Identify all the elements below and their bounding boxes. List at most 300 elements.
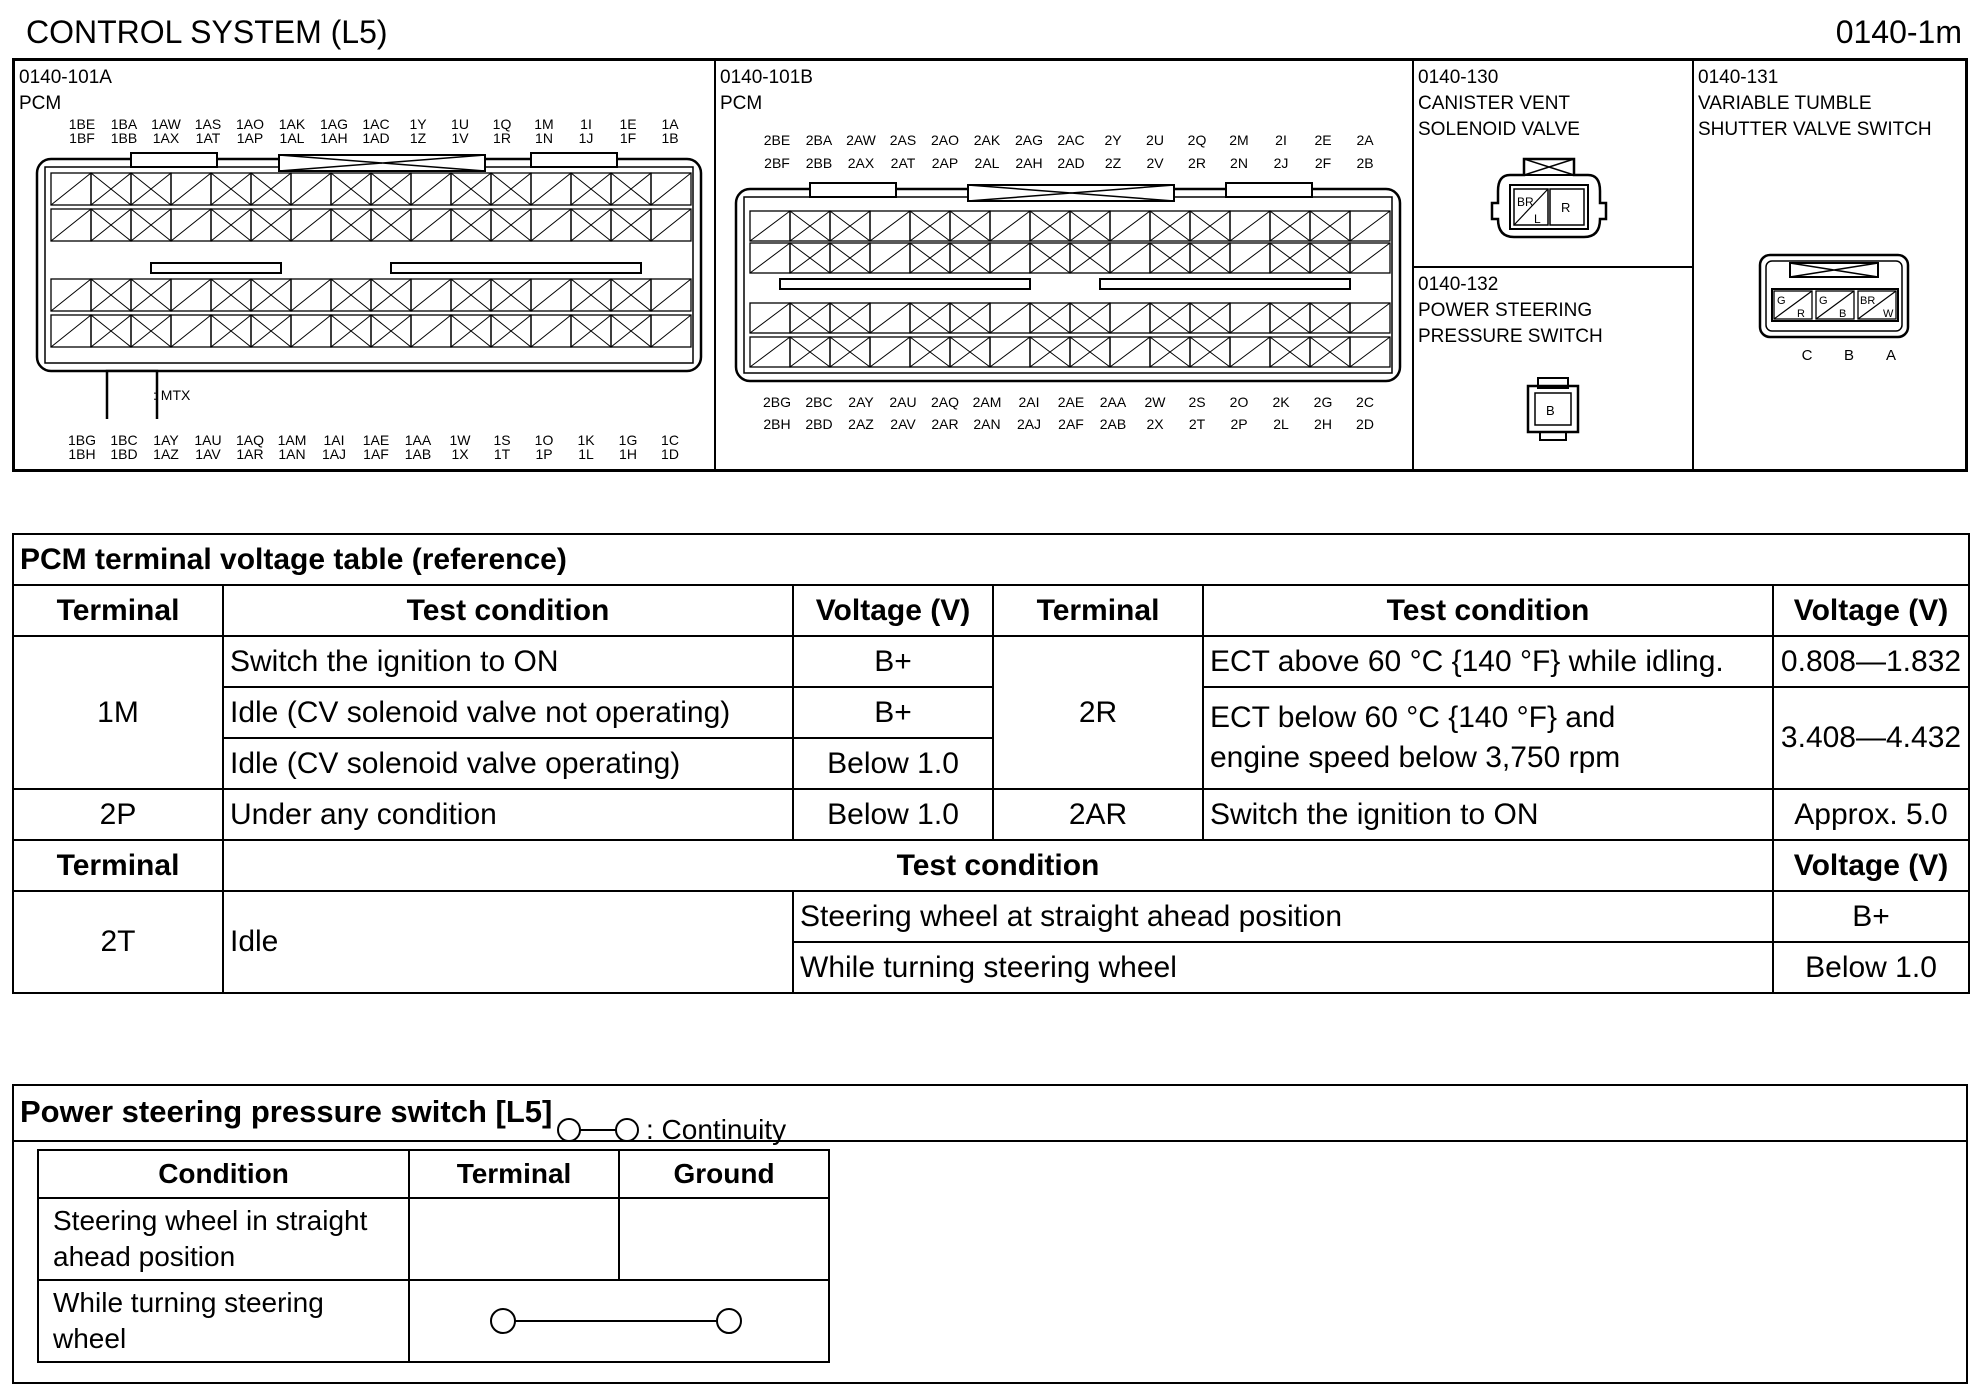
pin-label: 1BF	[69, 130, 95, 146]
connector-131-label: 0140-131 VARIABLE TUMBLE SHUTTER VALVE SWITCH	[1698, 67, 1932, 140]
pin-cavity-mark	[990, 211, 1030, 241]
pin-label: 1N	[535, 130, 553, 146]
pin-label: B	[1843, 347, 1854, 364]
pin-label: 2K	[1272, 394, 1290, 410]
pin-cavity-mark	[1350, 211, 1390, 241]
pin-label: 2AU	[889, 394, 917, 410]
svg-text:BR: BR	[1860, 295, 1876, 307]
connector-132-diagram	[1520, 376, 1590, 446]
pin-cavity-mark	[91, 173, 131, 205]
pin-label: 2A	[1356, 132, 1374, 148]
pin-label: 1V	[451, 130, 469, 146]
pin-label: 2I	[1275, 132, 1287, 148]
page-title: CONTROL SYSTEM (L5)	[26, 14, 388, 50]
pin-label: 1P	[535, 446, 553, 462]
pin-label: 2N	[1230, 155, 1248, 171]
condition-cell: Idle	[223, 891, 793, 993]
condition-cell: Idle (CV solenoid valve operating)	[223, 738, 793, 789]
pin-label: 1AR	[236, 446, 264, 462]
voltage-cell: B+	[793, 687, 993, 738]
pin-cavity-mark	[1310, 337, 1350, 367]
header-test-condition: Test condition	[223, 585, 793, 636]
pin-cavity-mark	[291, 173, 331, 205]
pin-cavity-mark	[1030, 337, 1070, 367]
pin-label: 1A	[661, 116, 679, 132]
pin-cavity-mark	[870, 211, 910, 241]
pin-label: 2M	[1229, 132, 1249, 148]
connector-131-pins	[1786, 348, 1912, 363]
pin-cavity-mark	[1070, 211, 1110, 241]
pin-cavity-mark	[211, 209, 251, 241]
pin-cavity-mark	[371, 315, 411, 347]
pin-label: 1Z	[409, 130, 427, 146]
pin-cavity-mark	[251, 173, 291, 205]
pin-label: 1AV	[195, 446, 221, 462]
pin-label: 1R	[493, 130, 511, 146]
pin-label: 2BF	[764, 155, 790, 171]
pin-cavity-mark	[131, 209, 171, 241]
pin-cavity-mark	[830, 211, 870, 241]
pin-label: 2AV	[890, 416, 916, 432]
pin-label: 1BD	[110, 446, 138, 462]
pin-label: 2AH	[1015, 155, 1043, 171]
pin-cavity-mark	[331, 173, 371, 205]
pin-label: 1BB	[110, 130, 138, 146]
pin-cavity-mark	[331, 315, 371, 347]
pin-cavity-mark	[291, 315, 331, 347]
pin-label: 1AF	[363, 446, 389, 462]
pin-label: 2S	[1188, 394, 1206, 410]
pin-cavity-mark	[451, 315, 491, 347]
pin-cavity-mark	[331, 209, 371, 241]
pin-cavity-mark	[651, 315, 691, 347]
terminal-cell	[409, 1198, 619, 1280]
pin-label: 2L	[1273, 416, 1289, 432]
pin-cavity-mark	[291, 279, 331, 311]
pin-cavity-mark	[830, 303, 870, 333]
pin-cavity-mark	[1110, 211, 1150, 241]
connector-131-diagram	[1752, 251, 1912, 341]
pin-label: 1F	[619, 130, 637, 146]
pin-label: 1J	[578, 130, 594, 146]
svg-text:W: W	[1883, 308, 1894, 320]
pin-cavity-mark	[171, 209, 211, 241]
svg-text:BR: BR	[1517, 195, 1534, 209]
header-terminal: Terminal	[409, 1150, 619, 1198]
pin-label: 2C	[1356, 394, 1374, 410]
pin-cavity-mark	[571, 173, 611, 205]
pin-cavity-mark	[251, 209, 291, 241]
pin-cavity-mark	[571, 209, 611, 241]
voltage-cell: B+	[1773, 891, 1969, 942]
pin-cavity-mark	[51, 279, 91, 311]
pin-label: 2BG	[762, 394, 791, 410]
pin-cavity-mark	[910, 211, 950, 241]
pin-label: 1AO	[235, 116, 264, 132]
pin-label: 2BC	[805, 394, 833, 410]
pin-cavity-mark	[790, 211, 830, 241]
connector-101b-label: 0140-101B PCM	[720, 67, 813, 114]
pin-cavity-mark	[411, 173, 451, 205]
pin-label: 2T	[1188, 416, 1206, 432]
pin-label: 1BC	[110, 432, 138, 448]
pin-cavity-mark	[870, 337, 910, 367]
pin-cavity-mark	[830, 337, 870, 367]
pin-cavity-mark	[491, 315, 531, 347]
pin-label: 1AA	[404, 432, 432, 448]
connector-101a	[15, 61, 716, 469]
pin-cavity-mark	[331, 279, 371, 311]
connector-130-label: 0140-130 CANISTER VENT SOLENOID VALVE	[1418, 67, 1580, 140]
continuity-cell	[409, 1280, 829, 1362]
continuity-legend	[556, 1114, 786, 1146]
pin-cavity-mark	[651, 279, 691, 311]
pin-cavity-mark	[171, 315, 211, 347]
pin-label: 2AA	[1099, 394, 1127, 410]
condition-cell: Under any condition	[223, 789, 793, 840]
pin-label: 2AN	[973, 416, 1001, 432]
continuity-legend-text: : Continuity	[646, 1114, 787, 1145]
pin-cavity-mark	[611, 173, 651, 205]
svg-text:B: B	[1839, 308, 1847, 320]
pin-label: 1AJ	[321, 446, 347, 462]
pin-label: 2AE	[1057, 394, 1085, 410]
svg-text:R: R	[1797, 308, 1805, 320]
terminal-cell: 2P	[13, 789, 223, 840]
pin-cavity-mark	[1150, 303, 1190, 333]
voltage-cell: 0.808—1.832	[1773, 636, 1969, 687]
pin-label: 1AB	[404, 446, 432, 462]
pin-label: 2BD	[805, 416, 833, 432]
pin-cavity-mark	[950, 211, 990, 241]
pin-cavity-mark	[1230, 337, 1270, 367]
pin-label: 2F	[1314, 155, 1332, 171]
svg-text:L: L	[1534, 212, 1541, 226]
pin-label: 2H	[1314, 416, 1332, 432]
connector-101b-bottom-pins-upper	[756, 395, 1386, 410]
pin-label: 1C	[661, 432, 679, 448]
pin-cavity-mark	[531, 209, 571, 241]
pin-label: 2E	[1314, 132, 1332, 148]
pin-cavity-mark	[1110, 337, 1150, 367]
pin-cavity-mark	[371, 173, 411, 205]
condition-line: engine speed below 3,750 rpm	[1210, 741, 1621, 774]
pin-cavity-mark	[910, 337, 950, 367]
pin-cavity-mark	[1070, 303, 1110, 333]
pin-label: 1E	[619, 116, 637, 132]
header-voltage: Voltage (V)	[1773, 840, 1969, 891]
pin-label: 1B	[661, 130, 679, 146]
pin-cavity-mark	[870, 303, 910, 333]
divider	[14, 1140, 1966, 1142]
pin-label: 1AY	[153, 432, 179, 448]
pin-cavity-mark	[1270, 337, 1310, 367]
pin-cavity-mark	[1230, 243, 1270, 273]
pin-cavity-mark	[750, 303, 790, 333]
pin-label: 1D	[661, 446, 679, 462]
pin-cavity-mark	[211, 315, 251, 347]
pin-cavity-mark	[411, 209, 451, 241]
pin-label: 2AJ	[1016, 416, 1042, 432]
pin-cavity-mark	[790, 337, 830, 367]
pin-cavity-mark	[750, 337, 790, 367]
pin-label: 1AX	[152, 130, 180, 146]
header-terminal: Terminal	[13, 840, 223, 891]
header-test-condition: Test condition	[1203, 585, 1773, 636]
pin-label: 1BE	[68, 116, 96, 132]
pin-cavity-mark	[51, 315, 91, 347]
pin-cavity-mark	[1070, 337, 1110, 367]
pin-cavity-mark	[251, 315, 291, 347]
condition-cell	[38, 1198, 409, 1280]
pin-label: 2AC	[1057, 132, 1085, 148]
pin-label: 2BA	[805, 132, 833, 148]
pin-cavity-mark	[990, 243, 1030, 273]
terminal-cell: 1M	[13, 636, 223, 789]
connector-101a-bottom-pins-lower	[61, 447, 691, 462]
pin-label: 2AT	[890, 155, 916, 171]
pin-cavity-mark	[131, 315, 171, 347]
pin-cavity-mark	[910, 243, 950, 273]
voltage-table-title: PCM terminal voltage table (reference)	[13, 534, 1969, 585]
pin-label: 1Y	[409, 116, 427, 132]
pin-cavity-mark	[451, 279, 491, 311]
pin-label: 1S	[493, 432, 511, 448]
connector-101a-diagram	[31, 149, 711, 419]
pin-cavity-mark	[491, 279, 531, 311]
pin-label: 1O	[534, 432, 554, 448]
pin-label: A	[1885, 347, 1896, 364]
pin-cavity-mark	[411, 315, 451, 347]
ps-switch-title: Power steering pressure switch [L5]	[20, 1094, 553, 1129]
pin-label: 2AY	[848, 394, 874, 410]
pin-label: 1AK	[278, 116, 306, 132]
condition-cell: Switch the ignition to ON	[223, 636, 793, 687]
pin-cavity-mark	[131, 173, 171, 205]
pin-label: 1AD	[362, 130, 390, 146]
pin-cavity-mark	[950, 303, 990, 333]
svg-text:G: G	[1819, 295, 1828, 307]
pin-cavity-mark	[531, 173, 571, 205]
pin-label: 1H	[619, 446, 637, 462]
pin-label: 2AW	[846, 132, 876, 148]
pin-cavity-mark	[1310, 243, 1350, 273]
pin-label: 1G	[618, 432, 638, 448]
pin-label: 1AT	[195, 130, 221, 146]
condition-cell: Switch the ignition to ON	[1203, 789, 1773, 840]
header-voltage: Voltage (V)	[1773, 585, 1969, 636]
pin-cavity-mark	[491, 209, 531, 241]
pin-label: 1AZ	[153, 446, 179, 462]
pin-cavity-mark	[750, 243, 790, 273]
pcm-voltage-table	[12, 533, 1970, 994]
pin-cavity-mark	[1150, 243, 1190, 273]
voltage-cell: Below 1.0	[1773, 942, 1969, 993]
pin-label: 1X	[451, 446, 469, 462]
connector-132-label: 0140-132 POWER STEERING PRESSURE SWITCH	[1418, 274, 1603, 347]
pin-label: 2Z	[1104, 155, 1122, 171]
pin-label: 1AI	[323, 432, 345, 448]
terminal-cell: 2R	[993, 636, 1203, 789]
pin-cavity-mark	[1310, 211, 1350, 241]
pin-cavity-mark	[950, 243, 990, 273]
svg-text:B: B	[1546, 403, 1555, 418]
condition-cell: ECT above 60 °C {140 °F} while idling.	[1203, 636, 1773, 687]
pin-label: 1BH	[68, 446, 96, 462]
pin-label: 2G	[1313, 394, 1333, 410]
pin-label: 1L	[578, 446, 594, 462]
pin-cavity-mark	[371, 279, 411, 311]
pin-cavity-mark	[1190, 211, 1230, 241]
pin-cavity-mark	[211, 173, 251, 205]
pin-cavity-mark	[531, 315, 571, 347]
pin-label: 2B	[1356, 155, 1374, 171]
continuity-connection-icon	[411, 1301, 827, 1341]
pin-label: 1W	[449, 432, 471, 448]
pin-label: 2V	[1146, 155, 1164, 171]
pin-cavity-mark	[571, 279, 611, 311]
pin-label: 2AD	[1057, 155, 1085, 171]
pin-cavity-mark	[51, 209, 91, 241]
pin-cavity-mark	[910, 303, 950, 333]
pin-cavity-mark	[251, 279, 291, 311]
header-terminal: Terminal	[993, 585, 1203, 636]
connector-131	[1694, 61, 1971, 469]
pin-label: 1M	[534, 116, 554, 132]
pin-label: 2AG	[1014, 132, 1043, 148]
condition-line: ECT below 60 °C {140 °F} and	[1210, 701, 1616, 734]
pin-label: 1AG	[319, 116, 348, 132]
pin-label: 2U	[1146, 132, 1164, 148]
connector-130-diagram	[1484, 151, 1614, 251]
pin-label: 2AM	[972, 394, 1002, 410]
pin-label: C	[1801, 347, 1813, 364]
pin-label: 2BH	[763, 416, 791, 432]
pin-cavity-mark	[611, 315, 651, 347]
pin-label: 2P	[1230, 416, 1248, 432]
pin-label: 1AW	[151, 116, 181, 132]
mtx-label: : MTX	[153, 387, 191, 403]
pin-label: 2AB	[1099, 416, 1127, 432]
condition-cell	[38, 1280, 409, 1362]
pin-label: 1AM	[277, 432, 307, 448]
svg-text:R: R	[1561, 200, 1571, 215]
pin-label: 1U	[451, 116, 469, 132]
header-condition: Condition	[38, 1150, 409, 1198]
pin-label: 2Y	[1104, 132, 1122, 148]
pin-cavity-mark	[491, 173, 531, 205]
pin-cavity-mark	[651, 173, 691, 205]
pin-cavity-mark	[1110, 243, 1150, 273]
pin-cavity-mark	[171, 279, 211, 311]
pin-label: 2O	[1229, 394, 1249, 410]
pin-cavity-mark	[411, 279, 451, 311]
terminal-cell: 2AR	[993, 789, 1203, 840]
voltage-cell: B+	[793, 636, 993, 687]
pin-label: 2W	[1144, 394, 1166, 410]
pin-label: 2BB	[805, 155, 833, 171]
connector-panel	[12, 58, 1968, 472]
connector-101a-label: 0140-101A PCM	[19, 67, 112, 114]
pin-cavity-mark	[830, 243, 870, 273]
pin-label: 1BG	[67, 432, 96, 448]
header-test-condition: Test condition	[223, 840, 1773, 891]
pin-cavity-mark	[790, 303, 830, 333]
pin-cavity-mark	[1030, 211, 1070, 241]
pin-cavity-mark	[1310, 303, 1350, 333]
pin-cavity-mark	[91, 279, 131, 311]
connector-130	[1414, 61, 1694, 268]
pin-cavity-mark	[1270, 211, 1310, 241]
connector-101b-diagram	[730, 179, 1410, 389]
pin-cavity-mark	[790, 243, 830, 273]
pin-label: 2AK	[973, 132, 1001, 148]
pin-cavity-mark	[371, 209, 411, 241]
pin-label: 2AI	[1018, 394, 1040, 410]
voltage-cell: Below 1.0	[793, 789, 993, 840]
condition-line: wheel	[53, 1323, 127, 1354]
pin-cavity-mark	[51, 173, 91, 205]
pin-cavity-mark	[1190, 303, 1230, 333]
pin-cavity-mark	[950, 337, 990, 367]
condition-cell: Steering wheel at straight ahead position	[793, 891, 1773, 942]
pin-cavity-mark	[870, 243, 910, 273]
pin-cavity-mark	[750, 211, 790, 241]
pin-label: 1AN	[278, 446, 306, 462]
pin-cavity-mark	[1070, 243, 1110, 273]
pin-cavity-mark	[1350, 243, 1390, 273]
pin-label: 2AL	[974, 155, 1000, 171]
pin-label: 1K	[577, 432, 595, 448]
connector-101b-bottom-pins-lower	[756, 417, 1386, 432]
pin-label: 1AP	[236, 130, 264, 146]
pin-label: 1AH	[320, 130, 348, 146]
header-terminal: Terminal	[13, 585, 223, 636]
pin-label: 1AS	[194, 116, 222, 132]
pin-cavity-mark	[990, 337, 1030, 367]
pin-cavity-mark	[1030, 243, 1070, 273]
header-voltage: Voltage (V)	[793, 585, 993, 636]
pin-cavity-mark	[211, 279, 251, 311]
pin-cavity-mark	[571, 315, 611, 347]
svg-text:G: G	[1777, 295, 1786, 307]
pin-label: 1AE	[362, 432, 390, 448]
condition-line: ahead position	[53, 1241, 236, 1272]
pin-label: 2AO	[930, 132, 959, 148]
pin-label: 1AL	[279, 130, 305, 146]
pin-label: 2AX	[847, 155, 875, 171]
condition-cell	[1203, 687, 1773, 789]
pin-cavity-mark	[1150, 337, 1190, 367]
pin-label: 2AR	[931, 416, 959, 432]
pin-cavity-mark	[131, 279, 171, 311]
pin-label: 2R	[1188, 155, 1206, 171]
pin-label: 1AU	[194, 432, 222, 448]
connector-132	[1414, 268, 1694, 469]
terminal-cell: 2T	[13, 891, 223, 993]
pin-label: 2X	[1146, 416, 1164, 432]
pin-cavity-mark	[91, 315, 131, 347]
continuity-table	[37, 1149, 830, 1363]
connector-101b	[716, 61, 1414, 469]
pin-cavity-mark	[1230, 211, 1270, 241]
pin-cavity-mark	[1350, 337, 1390, 367]
connector-101b-top-pins-upper	[756, 133, 1386, 148]
condition-cell: Idle (CV solenoid valve not operating)	[223, 687, 793, 738]
pin-cavity-mark	[1270, 303, 1310, 333]
pin-label: 2AQ	[930, 394, 959, 410]
condition-cell: While turning steering wheel	[793, 942, 1773, 993]
